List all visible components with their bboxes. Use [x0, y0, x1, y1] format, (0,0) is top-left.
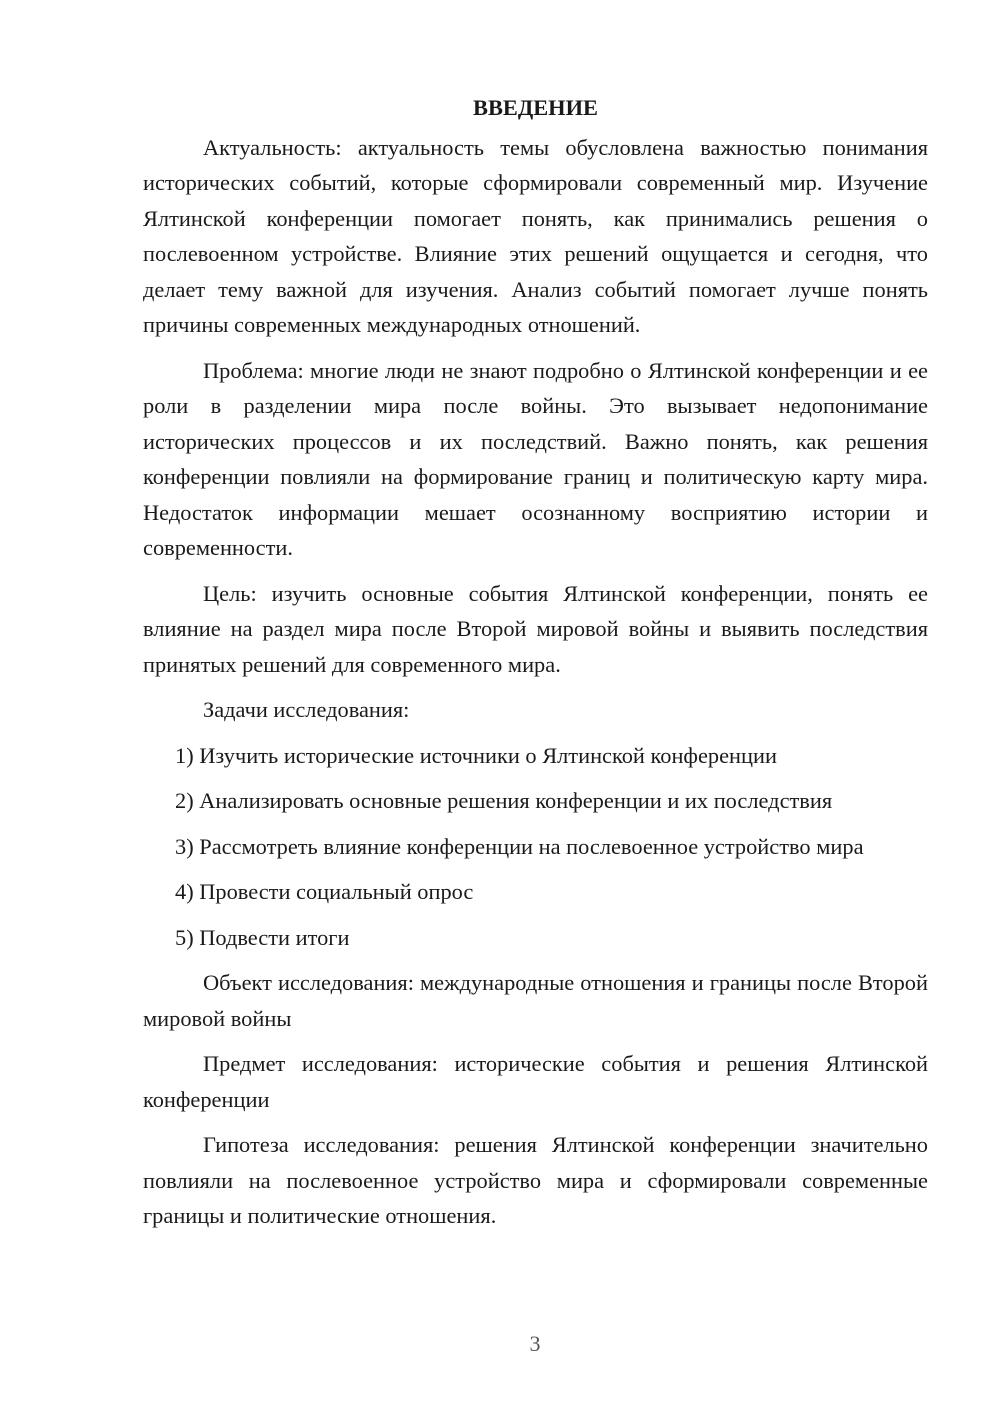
- tasks-heading: Задачи исследования:: [203, 697, 410, 722]
- problem-paragraph: Проблема: многие люди не знают подробно о Ялтинской конференции и ее роли в разделении мира после войны. Это вызывает недопонимание исторических процессов и их последствий. Важно понять, как решения конференции повлияли на формирование границ и политическую карту мира. Недостаток информации мешает осознанному восприятию истории и современности.: [143, 357, 928, 560]
- task-item: 2) Анализировать основные решения конференции и их последствия: [175, 788, 833, 813]
- page-number: 3: [529, 1331, 541, 1356]
- relevance-paragraph: Актуальность: актуальность темы обусловлена важностью понимания исторических событий, которые сформировали современный мир. Изучение Ялтинской конференции помогает понять, как принимались решения о послевоенном устройстве. Влияние этих решений ощущается и сегодня, что делает тему важной для изучения. Анализ событий помогает лучше понять причины современных международных отношений.: [143, 134, 928, 337]
- task-item: 3) Рассмотреть влияние конференции на послевоенное устройство мира: [175, 833, 864, 859]
- task-item: 4) Провести социальный опрос: [175, 879, 474, 904]
- task-item: 5) Подвести итоги: [175, 924, 350, 950]
- object-paragraph: Объект исследования: международные отношения и границы после Второй мировой войны: [143, 970, 928, 1031]
- task-item: 1) Изучить исторические источники о Ялтинской конференции: [175, 742, 777, 768]
- page-title: ВВЕДЕНИЕ: [473, 95, 598, 120]
- goal-paragraph: Цель: изучить основные события Ялтинской конференции, понять ее влияние на раздел мира после Второй мировой войны и выявить последствия принятых решений для современного мира.: [143, 580, 928, 677]
- document-page: [143, 90, 928, 1244]
- subject-paragraph: Предмет исследования: исторические события и решения Ялтинской конференции: [143, 1051, 928, 1112]
- hypothesis-paragraph: Гипотеза исследования: решения Ялтинской конференции значительно повлияли на послевоенное устройство мира и сформировали современные границы и политические отношения.: [143, 1132, 928, 1228]
